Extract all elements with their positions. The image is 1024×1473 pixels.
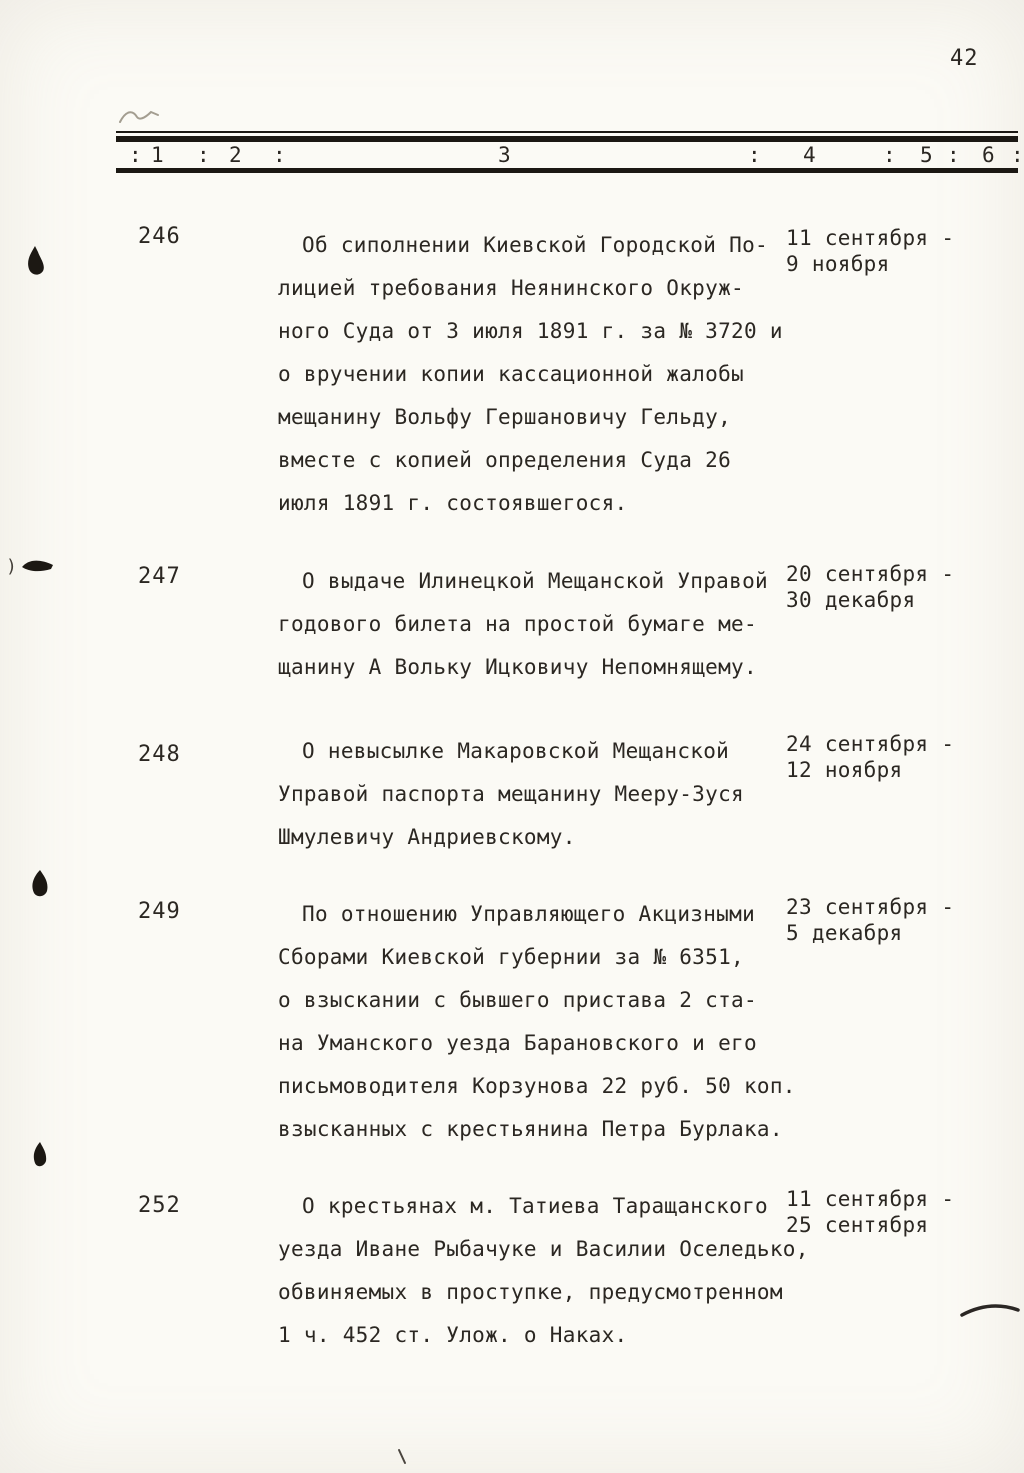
description-line: о взыскании с бывшего пристава 2 ста- <box>278 988 757 1012</box>
date-to: 9 ноября <box>786 252 890 276</box>
header-col-3: 3 <box>498 143 511 167</box>
entry-number: 249 <box>138 899 181 924</box>
entry-dates <box>786 731 954 783</box>
header-separator: : <box>947 143 960 167</box>
pen-stroke-mark <box>960 1300 1020 1322</box>
entry-number: 246 <box>138 224 181 249</box>
header-col-5: 5 <box>920 143 933 167</box>
header-rule-top-thick <box>116 136 1018 142</box>
entry-dates <box>786 561 954 613</box>
date-to: 12 ноября <box>786 758 903 782</box>
description-line: О невысылке Макаровской Мещанской <box>302 739 730 763</box>
header-separator: : <box>883 143 896 167</box>
entry-description <box>278 730 744 859</box>
description-line: щанину А Вольку Ицковичу Непомнящему. <box>278 655 757 679</box>
margin-paren-mark: ) <box>6 556 17 577</box>
description-line: По отношению Управляющего Акцизными <box>302 902 756 926</box>
description-line: вместе с копией определения Суда 26 <box>278 448 732 472</box>
ink-blot-mark <box>30 870 50 898</box>
entry-dates <box>786 1186 954 1238</box>
entry-number: 247 <box>138 564 181 589</box>
header-separator: : <box>197 143 210 167</box>
ink-blot-mark <box>32 1142 48 1168</box>
entry-number: 248 <box>138 742 181 767</box>
date-from: 23 сентября - <box>786 895 955 919</box>
date-from: 20 сентября - <box>786 562 955 586</box>
entry-dates <box>786 894 954 946</box>
description-line: на Уманского уезда Барановского и его <box>278 1031 757 1055</box>
description-line: лицией требования Неянинского Окруж- <box>278 276 744 300</box>
entry-dates <box>786 225 954 277</box>
description-line: о вручении копии кассационной жалобы <box>278 362 744 386</box>
header-col-1: 1 <box>151 143 164 167</box>
entry-description <box>278 560 768 689</box>
entry-description <box>278 1185 809 1357</box>
header-col-4: 4 <box>803 143 816 167</box>
header-separator: : <box>1011 143 1024 167</box>
entry-number: 252 <box>138 1193 181 1218</box>
entry-description <box>278 224 783 525</box>
description-line: О крестьянах м. Татиева Таращанского <box>302 1194 768 1218</box>
header-col-6: 6 <box>982 143 995 167</box>
description-line: обвиняемых в проступке, предусмотренном <box>278 1280 783 1304</box>
description-line: ного Суда от 3 июля 1891 г. за № 3720 и <box>278 319 783 343</box>
date-to: 30 декабря <box>786 588 916 612</box>
header-separator: : <box>748 143 761 167</box>
pencil-squiggle-mark <box>118 106 162 128</box>
page-number: 42 <box>950 46 979 71</box>
description-line: Сборами Киевской губернии за № 6351, <box>278 945 744 969</box>
description-line: мещанину Вольфу Гершановичу Гельду, <box>278 405 732 429</box>
date-from: 11 сентября - <box>786 1187 955 1211</box>
date-from: 24 сентября - <box>786 732 955 756</box>
description-line: письмоводителя Корзунова 22 руб. 50 коп. <box>278 1074 796 1098</box>
description-line: Об сиполнении Киевской Городской По- <box>302 233 768 257</box>
date-to: 5 декабря <box>786 921 903 945</box>
header-rule-bottom <box>116 168 1018 173</box>
date-to: 25 сентября <box>786 1213 929 1237</box>
header-separator: : <box>273 143 286 167</box>
entry-description <box>278 893 796 1151</box>
description-line: июля 1891 г. состоявшегося. <box>278 491 628 515</box>
description-line: Управой паспорта мещанину Мееру-Зуся <box>278 782 744 806</box>
small-stray-mark <box>396 1448 408 1466</box>
description-line: годового билета на простой бумаге ме- <box>278 612 757 636</box>
header-rule-top-thin <box>116 131 1018 133</box>
description-line: уезда Иване Рыбачуке и Василии Оселедько, <box>278 1237 809 1261</box>
ink-blot-mark <box>26 246 48 278</box>
date-from: 11 сентября - <box>786 226 955 250</box>
description-line: Шмулевичу Андриевскому. <box>278 825 576 849</box>
description-line: 1 ч. 452 ст. Улож. о Наках. <box>278 1323 628 1347</box>
description-line: взысканных с крестьянина Петра Бурлака. <box>278 1117 783 1141</box>
ink-arrow-mark <box>20 556 56 576</box>
description-line: О выдаче Илинецкой Мещанской Управой <box>302 569 768 593</box>
header-separator: : <box>129 143 142 167</box>
header-col-2: 2 <box>229 143 242 167</box>
